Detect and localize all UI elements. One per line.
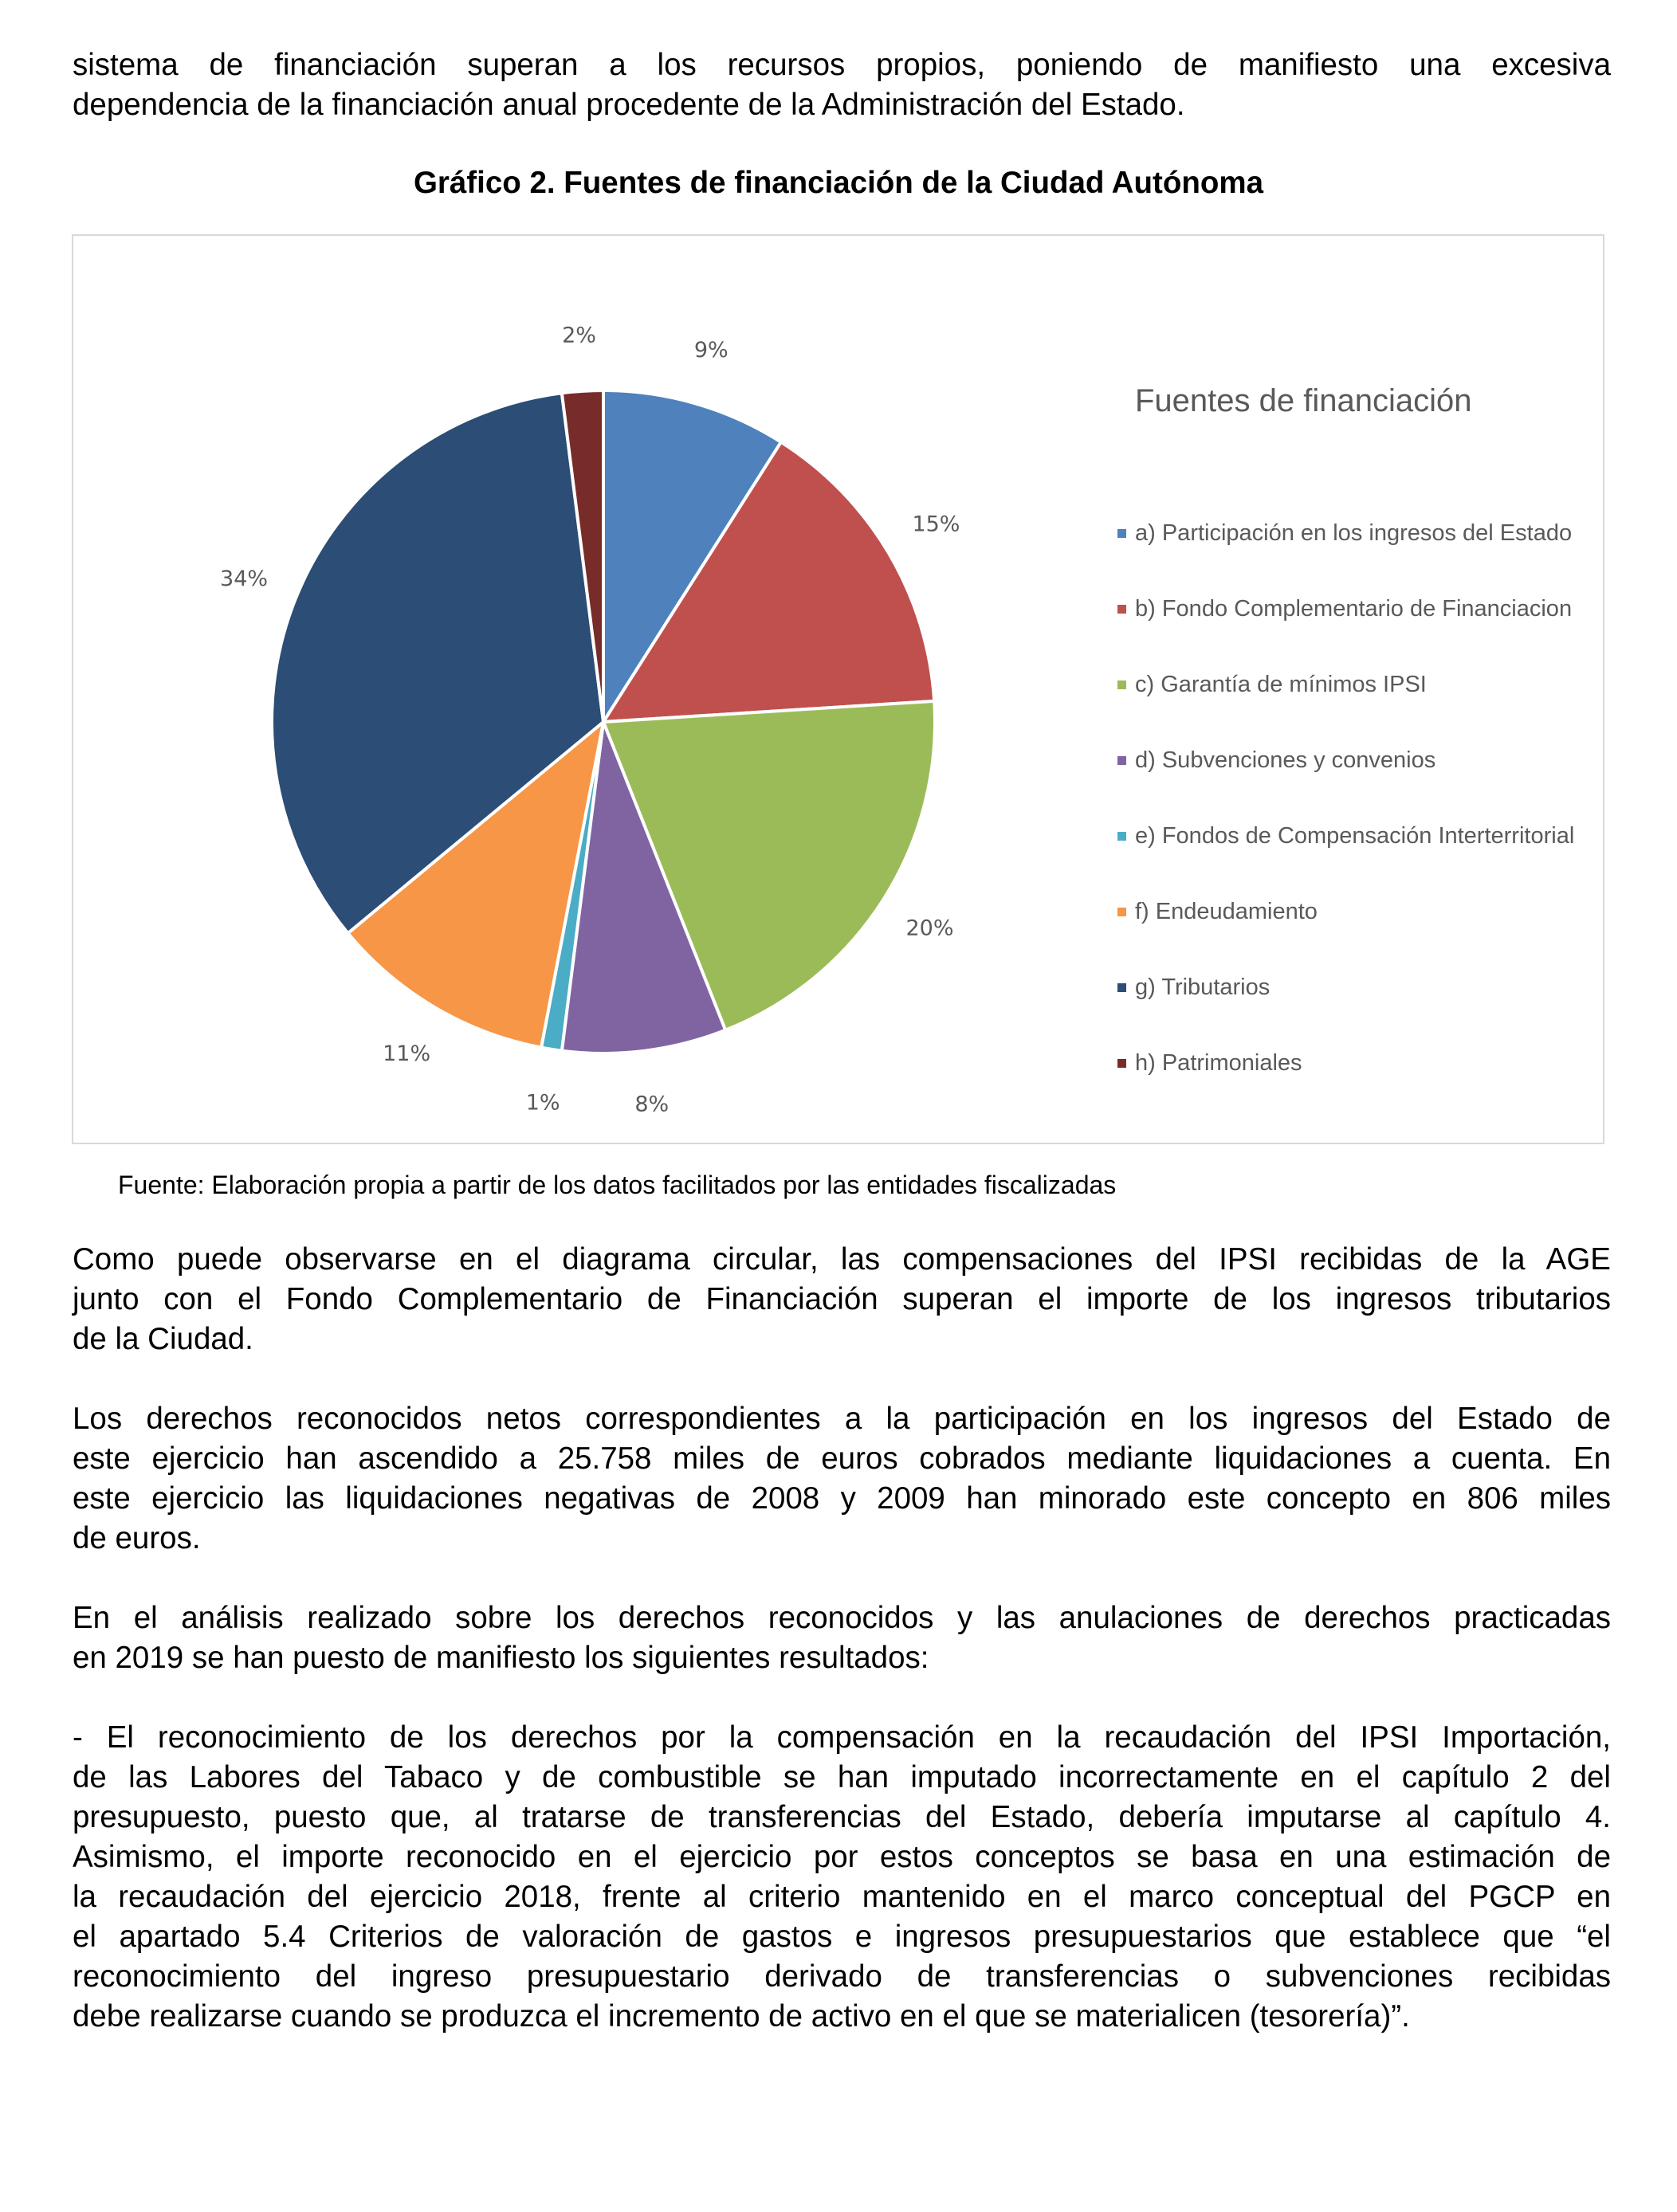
pie-data-label: 1% <box>525 1090 560 1116</box>
paragraph-1 <box>73 1240 1611 1359</box>
legend-item <box>1117 823 1574 849</box>
paragraph-line: En el análisis realizado sobre los derechos reconocidos y las anulaciones de derechos practicadas <box>73 1601 1611 1635</box>
legend-label: b) Fondo Complementario de Financiacion <box>1135 596 1573 622</box>
legend-item <box>1117 747 1435 774</box>
legend-label: e) Fondos de Compensación Interterritorial <box>1135 823 1575 849</box>
pie-data-label: 8% <box>634 1092 670 1117</box>
pie-data-label: 20% <box>905 916 954 941</box>
legend-title: Fuentes de financiación <box>1135 383 1472 418</box>
paragraph-line: de las Labores del Tabaco y de combustible se han imputado incorrectamente en el capítulo 2 del <box>73 1760 1611 1794</box>
legend-swatch <box>1117 680 1126 689</box>
paragraph-3 <box>73 1598 1611 1678</box>
paragraph-line: Como puede observarse en el diagrama circular, las compensaciones del IPSI recibidas de la AGE <box>73 1242 1611 1277</box>
legend-item <box>1117 672 1427 698</box>
legend-swatch <box>1117 832 1126 841</box>
legend-item <box>1117 520 1572 547</box>
pie-chart-container <box>72 234 1604 1144</box>
paragraph-2 <box>73 1399 1611 1559</box>
legend-item <box>1117 596 1572 622</box>
paragraph-line: junto con el Fondo Complementario de Financiación superan el importe de los ingresos tributarios <box>73 1282 1611 1316</box>
paragraph-line: - El reconocimiento de los derechos por la compensación en la recaudación del IPSI Importación, <box>73 1720 1611 1755</box>
paragraph-line: presupuesto, puesto que, al tratarse de transferencias del Estado, debería imputarse al capítulo 4. <box>73 1800 1611 1834</box>
legend-label: g) Tributarios <box>1135 975 1271 1000</box>
pie-data-label: 15% <box>912 512 960 537</box>
legend-label: f) Endeudamiento <box>1135 899 1318 924</box>
legend-swatch <box>1117 605 1126 614</box>
paragraph-line: este ejercicio han ascendido a 25.758 miles de euros cobrados mediante liquidaciones a cuenta. En <box>73 1441 1611 1476</box>
paragraph-line: reconocimiento del ingreso presupuestario derivado de transferencias o subvenciones recibidas <box>73 1959 1611 1994</box>
legend-item <box>1117 899 1318 925</box>
paragraph-4 <box>73 1718 1611 2037</box>
paragraph-line: de la Ciudad. <box>73 1322 253 1356</box>
figure-source-note: Fuente: Elaboración propia a partir de los datos facilitados por las entidades fiscalizadas <box>118 1171 1117 1199</box>
legend-label: h) Patrimoniales <box>1135 1050 1302 1076</box>
legend-swatch <box>1117 1059 1126 1068</box>
paragraph-line: la recaudación del ejercicio 2018, frente al criterio mantenido en el marco conceptual del PGCP en <box>73 1880 1611 1914</box>
legend-item <box>1117 975 1270 1001</box>
figure-title: Gráfico 2. Fuentes de financiación de la Ciudad Autónoma <box>413 166 1264 200</box>
paragraph-line: Los derechos reconocidos netos correspondientes a la participación en los ingresos del Estado de <box>73 1402 1611 1436</box>
paragraph-line: Asimismo, el importe reconocido en el ejercicio por estos conceptos se basa en una estimación de <box>73 1840 1611 1874</box>
legend-swatch <box>1117 756 1126 765</box>
intro-line: dependencia de la financiación anual procedente de la Administración del Estado. <box>73 88 1185 122</box>
legend-swatch <box>1117 529 1126 538</box>
paragraph-line: este ejercicio las liquidaciones negativas de 2008 y 2009 han minorado este concepto en 806 miles <box>73 1481 1611 1516</box>
pie-data-label: 11% <box>383 1041 431 1066</box>
pie-data-label: 2% <box>562 323 596 348</box>
legend-label: a) Participación en los ingresos del Estado <box>1135 520 1573 546</box>
legend-item <box>1117 1050 1302 1077</box>
legend-label: c) Garantía de mínimos IPSI <box>1135 672 1427 697</box>
pie-data-label: 9% <box>693 337 729 363</box>
paragraph-line: de euros. <box>73 1521 201 1555</box>
paragraph-line: el apartado 5.4 Criterios de valoración de gastos e ingresos presupuestarios que establece que “el <box>73 1920 1611 1954</box>
legend-label: d) Subvenciones y convenios <box>1135 747 1436 773</box>
legend-swatch <box>1117 983 1126 992</box>
intro-paragraph <box>73 45 1611 125</box>
paragraph-line: debe realizarse cuando se produzca el incremento de activo en el que se materialicen (tesorería)”. <box>73 1999 1410 2034</box>
intro-line: sistema de financiación superan a los recursos propios, poniendo de manifiesto una excesiva <box>73 48 1611 82</box>
paragraph-line: en 2019 se han puesto de manifiesto los siguientes resultados: <box>73 1641 929 1675</box>
pie-data-label: 34% <box>220 566 269 591</box>
legend-swatch <box>1117 908 1126 916</box>
